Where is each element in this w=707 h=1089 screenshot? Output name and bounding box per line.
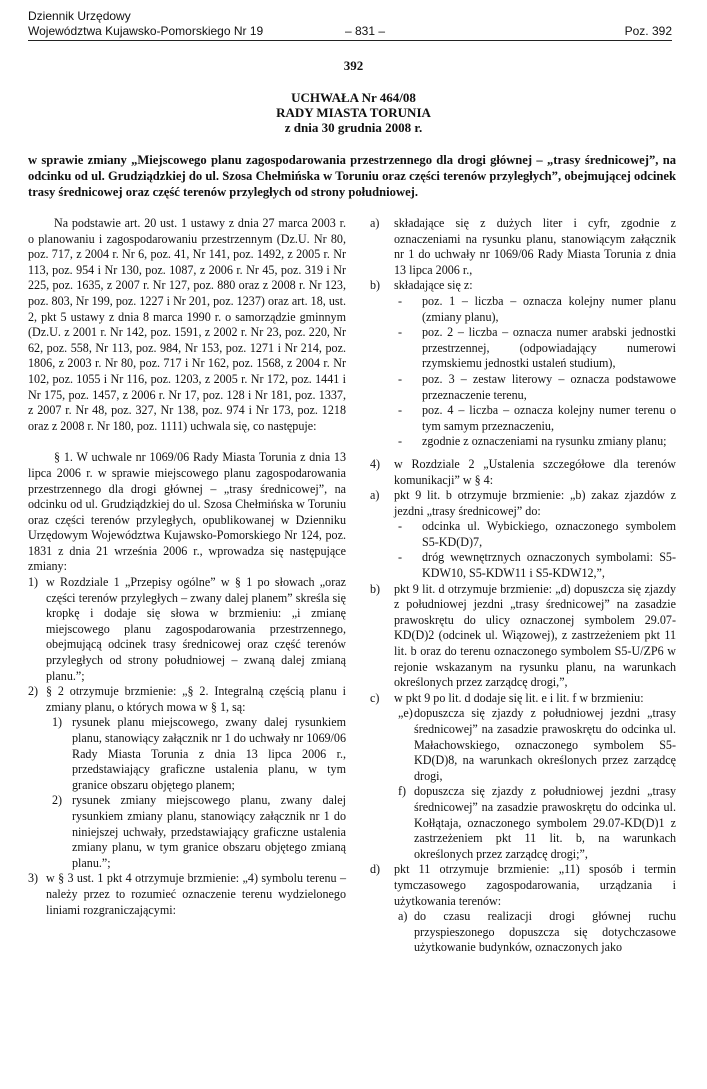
list-item: 4) w Rozdziale 2 „Ustalenia szczegółowe dla terenów komunikacji” w § 4: bbox=[370, 456, 676, 487]
list-item: 1) rysunek planu miejscowego, zwany dalej rysunkiem planu, stanowiący załącznik nr 1 do uchwały nr 1069/06 Rady Miasta Torunia z dnia 13 lipca 2006 r., przedstawiający graficzne ustalenia planu, w tym granice obszaru objętego planem; bbox=[52, 715, 346, 792]
left-column bbox=[28, 216, 346, 918]
list-item: c) w pkt 9 po lit. d dodaje się lit. e i lit. f w brzmieniu: bbox=[370, 690, 644, 705]
list-item: 3) w § 3 ust. 1 pkt 4 otrzymuje brzmienie: „4) symbolu terenu – należy przez to rozumieć oznaczenie terenu wydzielonego liniami rozgraniczającymi: bbox=[28, 871, 346, 917]
list-item: - poz. 1 – liczba – oznacza kolejny numer planu (zmiany planu), bbox=[398, 293, 676, 324]
position-number: Poz. 392 bbox=[624, 24, 672, 38]
legal-basis-paragraph: Na podstawie art. 20 ust. 1 ustawy z dnia 27 marca 2003 r. o planowaniu i zagospodarowaniu przestrzennym (Dz.U. Nr 80, poz. 717, z 2004 r. Nr 6, poz. 41, Nr 141, poz. 1492, z 2005 r. Nr 113, poz. 954 i Nr 130, poz. 1087, z 2006 r. Nr 45, poz. 319 i Nr 225, poz. 1635, z 2007 r. Nr 127, poz. 880 oraz z 2008 r. Nr 123, poz. 803, Nr 199, poz. 1227 i Nr 201, poz. 1237) oraz art. 18, ust. 2, pkt 5 ustawy z dnia 8 marca 1990 r. o samorządzie gminnym (Dz.U. z 2001 r. Nr 142, poz. 1591, z 2002 r. Nr 23, poz. 220, Nr 62, poz. 558, Nr 113, poz. 984, Nr 153, poz. 1271 i Nr 214, poz. 1806, z 2003 r. Nr 80, poz. 717 i Nr 162, poz. 1568, z 2004 r. Nr 102, poz. 1055 i Nr 116, poz. 1203, z 2005 r. Nr 172, poz. 1441 i Nr 175, poz. 1457, z 2006 r. Nr 17, poz. 128 i Nr 181, poz. 1337, z 2007 r. Nr 48, poz. 327, Nr 138, poz. 974 i Nr 173, poz. 1218 oraz z 2008 r. Nr 180, poz. 1111) uchwala się, co następuje: bbox=[28, 216, 346, 433]
journal-name: Dziennik Urzędowy bbox=[28, 9, 131, 23]
list-item: b) składające się z: bbox=[370, 278, 473, 293]
journal-region: Województwa Kujawsko-Pomorskiego Nr 19 bbox=[28, 24, 264, 38]
list-item: - poz. 4 – liczba – oznacza kolejny numer terenu o tym samym przeznaczeniu, bbox=[398, 403, 676, 433]
document-number: 392 bbox=[343, 58, 364, 73]
list-item: - odcinka ul. Wybickiego, oznaczonego symbolem S5-KD(D)7, bbox=[398, 519, 676, 549]
resolution-title bbox=[0, 90, 707, 135]
title-line-3: z dnia 30 grudnia 2008 r. bbox=[284, 120, 423, 135]
list-item: - dróg wewnętrznych oznaczonych symbolami: S5-KDW10, S5-KDW11 i S5-KDW12,”, bbox=[398, 550, 676, 581]
list-item: - poz. 2 – liczba – oznacza numer arabski jednostki przestrzennej, (odpowiadający numerowi rzymskiemu jednostki ustaleń studium), bbox=[398, 325, 676, 371]
paragraph-1: § 1. W uchwale nr 1069/06 Rady Miasta Torunia z dnia 13 lipca 2006 r. w sprawie miejscowego planu zagospodarowania przestrzennego dla drogi głównej – „trasy średnicowej”, na odcinku od ul. Grudziądzkiej do ul. Szosa Chełmińska w Toruniu oraz części terenów przyległych, opublikowanej w Dzienniku Urzędowym Województwa Kujawsko-Pomorskiego Nr 124, poz. 1831 z dnia 21 września 2006 r., wprowadza się następujące zmiany: bbox=[28, 450, 346, 574]
resolution-subject: w sprawie zmiany „Miejscowego planu zagospodarowania przestrzennego dla drogi głównej – „trasy średnicowej”, na odcinku od ul. Grudziądzkiej do ul. Szosa Chełmińska w Toruniu oraz części terenów przyległych”, obejmującej odcinek trasy średnicowej oraz część terenów przyległych od strony południowej. bbox=[28, 153, 676, 199]
list-item: f) dopuszcza się zjazdy z południowej jezdni „trasy średnicowej” na zasadzie prawoskrętu do odcinka ul. Kołłątaja, oznaczonego symbolem 29.07-KD(D)1 z zastrzeżeniem pkt 11 lit. b, na warunkach określonych przez zarządcę drogi;”, bbox=[398, 784, 676, 861]
title-line-1: UCHWAŁA Nr 464/08 bbox=[291, 90, 416, 105]
list-item: „e) dopuszcza się zjazdy z południowej jezdni „trasy średnicowej” na zasadzie prawoskrętu do odcinka ul. Małachowskiego, oznaczonego symbolem S5-KD(D)8, na warunkach określonych przez zarządcę drogi, bbox=[398, 706, 676, 783]
running-header bbox=[28, 24, 672, 41]
list-item: a) pkt 9 lit. b otrzymuje brzmienie: „b) zakaz zjazdów z jezdni „trasy średnicowej” do: bbox=[370, 488, 676, 518]
list-item: d) pkt 11 otrzymuje brzmienie: „11) sposób i termin tymczasowego zagospodarowania, urządzania i użytkowania terenów: bbox=[370, 862, 676, 908]
list-item: 2) § 2 otrzymuje brzmienie: „§ 2. Integralną częścią planu i zmiany planu, o których mowa w § 1, są: bbox=[28, 684, 346, 714]
title-line-2: RADY MIASTA TORUNIA bbox=[276, 105, 431, 120]
list-item: b) pkt 9 lit. d otrzymuje brzmienie: „d) dopuszcza się zjazdy z południowej jezdni „trasy średnicowej” na zasadzie prawoskrętu do ulicy oznaczonej symbolem 29.07-KD(D)2 (odcinek ul. Wiązowej), z zastrzeżeniem pkt 11 lit. b oraz do terenu oznaczonego symbolem S5-U/ZP6 w rejonie wskazanym na rysunku planu, na warunkach określonych przez zarządcę drogi,”, bbox=[370, 581, 676, 690]
list-item: a) do czasu realizacji drogi głównej ruchu przyspieszonego dopuszcza się dotychczasowe użytkowanie budynków, oznaczonych jako bbox=[398, 909, 676, 955]
list-item: - poz. 3 – zestaw literowy – oznacza podstawowe przeznaczenie terenu, bbox=[398, 371, 676, 402]
right-column bbox=[370, 216, 676, 956]
page-number: – 831 – bbox=[345, 24, 386, 38]
list-item: 2) rysunek zmiany miejscowego planu, zwany dalej rysunkiem zmiany planu, stanowiący załącznik nr 1 do niniejszej uchwały, przedstawiający graficzne ustalenia zmiany planu, w tym granice obszaru objętego zmianą planu.”; bbox=[52, 793, 346, 870]
list-item: a) składające się z dużych liter i cyfr, zgodnie z oznaczeniami na rysunku planu, stanowiącym załącznik nr 1 do uchwały nr 1069/06 Rady Miasta Torunia z dnia 13 lipca 2006 r., bbox=[370, 216, 676, 277]
list-item: 1) w Rozdziale 1 „Przepisy ogólne” w § 1 po słowach „oraz części terenów przyległych – zwany dalej planem” skreśla się kropkę i dodaje się słowa w brzmieniu: „i zmianę miejscowego planu zagospodarowania przestrzennego, obejmującą odcinek trasy średnicowej oraz część terenów przyległych od strony południowej – zwaną dalej zmianą planu.”; bbox=[28, 575, 346, 683]
list-item: - zgodnie z oznaczeniami na rysunku zmiany planu; bbox=[398, 434, 667, 449]
